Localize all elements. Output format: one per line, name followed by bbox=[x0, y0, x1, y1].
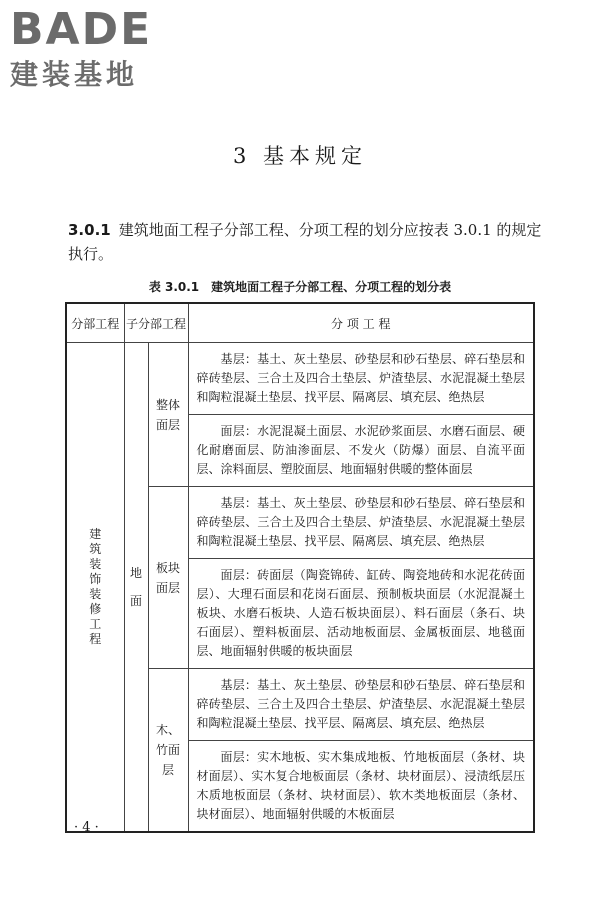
logo-subtitle: 建装基地 bbox=[10, 58, 139, 91]
table-header-row bbox=[66, 303, 534, 343]
group-name-cell bbox=[148, 343, 188, 487]
division-label: 建筑装饰装修工程 bbox=[89, 527, 102, 646]
header-items: 分 项 工 程 bbox=[188, 303, 534, 343]
header-subdivision: 子分部工程 bbox=[124, 303, 188, 343]
item-cell: 面层：实木地板、实木集成地板、竹地板面层（条材、块材面层）、实木复合地板面层（条材、块材面层）、浸渍纸层压木质地板面层（条材、块材面层）、软木类地板面层（条材、块材面层）、地面辐射供暖的木板面层 bbox=[188, 741, 534, 833]
group-name: 木、竹面层 bbox=[155, 723, 180, 777]
clause-number: 3.0.1 bbox=[68, 221, 111, 239]
item-cell: 基层：基土、灰土垫层、砂垫层和砂石垫层、碎石垫层和碎砖垫层、三合土及四合土垫层、炉渣垫层、水泥混凝土垫层和陶粒混凝土垫层、找平层、隔离层、填充层、绝热层 bbox=[188, 669, 534, 741]
item-cell: 基层：基土、灰土垫层、砂垫层和砂石垫层、碎石垫层和碎砖垫层、三合土及四合土垫层、炉渣垫层、水泥混凝土垫层和陶粒混凝土垫层、找平层、隔离层、填充层、绝热层 bbox=[188, 343, 534, 415]
division-cell bbox=[66, 343, 124, 833]
group-name-cell bbox=[148, 669, 188, 833]
clause-paragraph bbox=[68, 218, 542, 266]
division-table bbox=[65, 302, 535, 833]
item-cell: 面层：水泥混凝土面层、水泥砂浆面层、水磨石面层、硬化耐磨面层、防油渗面层、不发火（防爆）面层、自流平面层、涂料面层、塑胶面层、地面辐射供暖的整体面层 bbox=[188, 415, 534, 487]
group-name: 整体面层 bbox=[155, 397, 180, 432]
subdivision-label: 地面 bbox=[129, 566, 142, 608]
group-name: 板块面层 bbox=[155, 560, 180, 595]
page-number: · 4 · bbox=[74, 820, 99, 835]
chapter-title: 3 基本规定 bbox=[232, 144, 368, 168]
item-cell: 面层：砖面层（陶瓷锦砖、缸砖、陶瓷地砖和水泥花砖面层）、大理石面层和花岗石面层、预制板块面层（水泥混凝土板块、水磨石板块、人造石板块面层）、料石面层（条石、块石面层）、塑料板面层、活动地板面层、金属板面层、地毯面层、地面辐射供暖的板块面层 bbox=[188, 559, 534, 669]
header-division: 分部工程 bbox=[66, 303, 124, 343]
group-name-cell bbox=[148, 487, 188, 669]
table-caption: 表 3.0.1 建筑地面工程子分部工程、分项工程的划分表 bbox=[148, 280, 452, 294]
clause-text: 建筑地面工程子分部工程、分项工程的划分应按表 3.0.1 的规定执行。 bbox=[68, 221, 542, 263]
item-cell: 基层：基土、灰土垫层、砂垫层和砂石垫层、碎石垫层和碎砖垫层、三合土及四合土垫层、炉渣垫层、水泥混凝土垫层和陶粒混凝土垫层、找平层、隔离层、填充层、绝热层 bbox=[188, 487, 534, 559]
table-row bbox=[66, 343, 534, 415]
subdivision-cell bbox=[124, 343, 148, 833]
logo bbox=[10, 6, 180, 92]
logo-wordmark: BADE bbox=[10, 4, 153, 55]
